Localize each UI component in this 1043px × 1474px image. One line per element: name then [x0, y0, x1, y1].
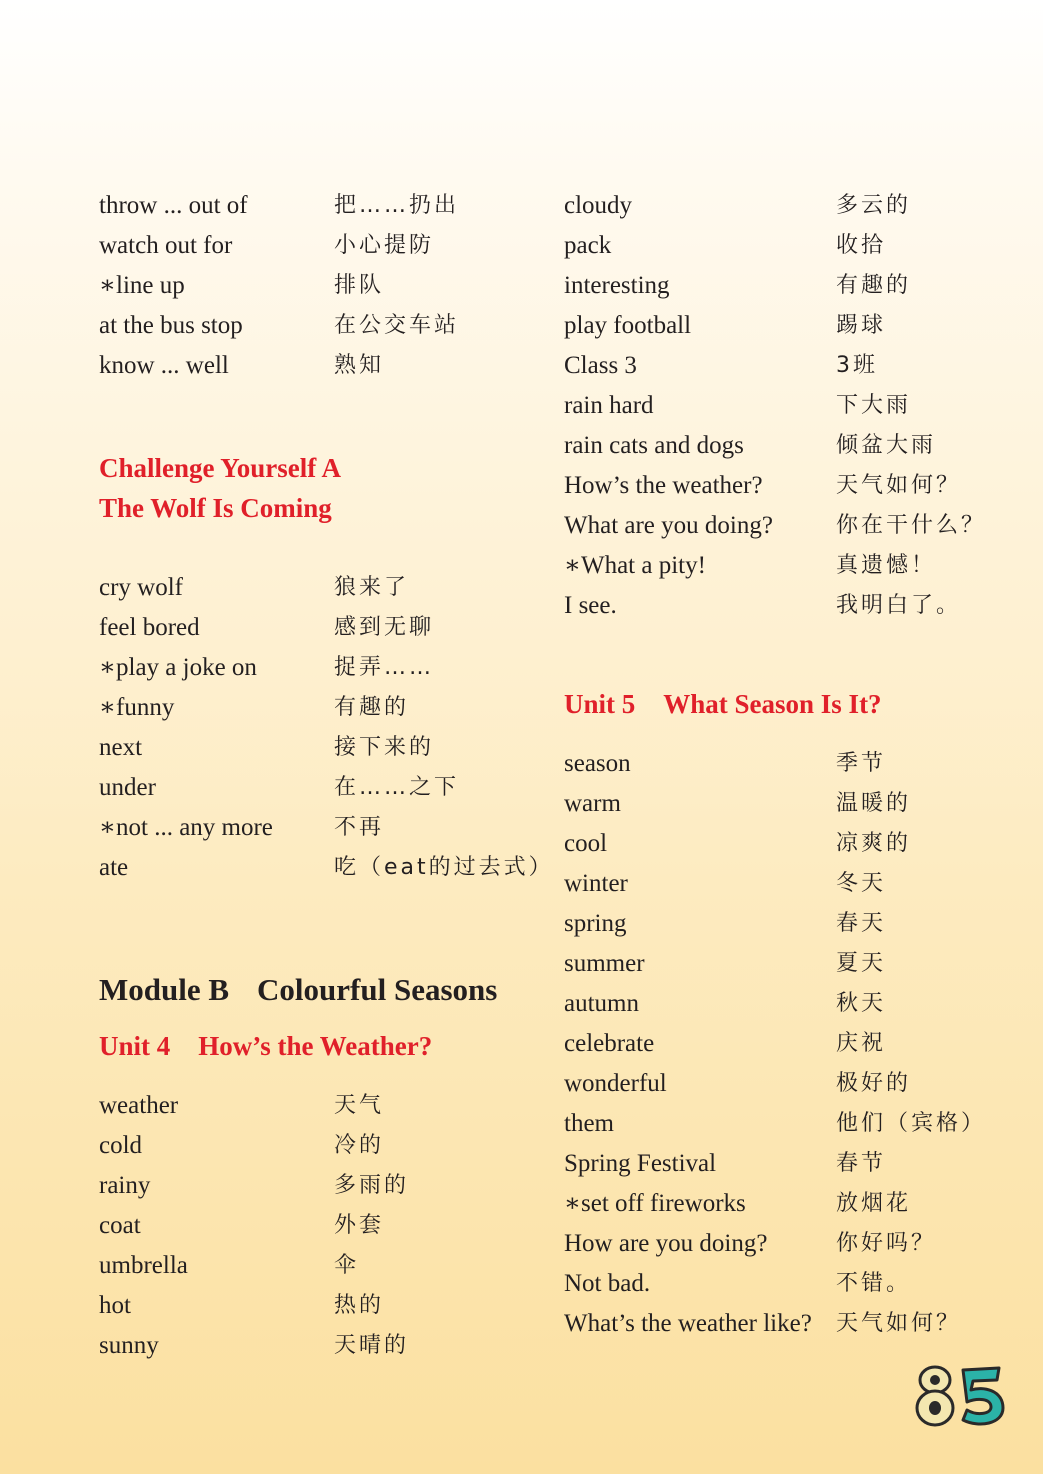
vocab-english: What are you doing? — [564, 512, 773, 539]
page-number-graphic — [911, 1362, 1007, 1428]
vocab-chinese: 有趣的 — [334, 695, 410, 720]
vocab-row — [99, 848, 554, 888]
vocab-row — [564, 186, 1004, 226]
vocab-chinese: 我明白了。 — [836, 593, 962, 618]
digit-5 — [963, 1368, 1003, 1424]
module-title: Colourful Seasons — [257, 972, 498, 1007]
vocab-chinese: 天气 — [334, 1093, 385, 1118]
vocab-chinese: 秋天 — [836, 991, 887, 1016]
vocab-row — [564, 864, 1004, 904]
vocab-english: umbrella — [99, 1252, 188, 1279]
vocab-row — [564, 824, 1004, 864]
vocab-row — [564, 1264, 1004, 1304]
vocab-english: ∗funny — [99, 694, 175, 721]
vocab-row — [564, 386, 1004, 426]
vocab-english: ate — [99, 854, 129, 881]
vocab-chinese: 多雨的 — [334, 1173, 410, 1198]
vocab-row — [564, 784, 1004, 824]
unit4-heading — [99, 1026, 539, 1066]
vocab-row — [99, 266, 539, 306]
vocab-chinese: 吃（eat的过去式） — [334, 855, 554, 880]
vocab-chinese: 天晴的 — [334, 1333, 410, 1358]
vocab-row — [564, 426, 1004, 466]
vocab-chinese: 春天 — [836, 911, 887, 936]
vocab-row — [99, 226, 539, 266]
page-number — [911, 1362, 1007, 1428]
vocab-chinese: 收拾 — [836, 233, 887, 258]
vocab-row — [564, 944, 1004, 984]
vocab-chinese: 倾盆大雨 — [836, 433, 937, 458]
vocab-chinese: 下大雨 — [836, 393, 912, 418]
unit5-label: Unit 5 — [564, 689, 636, 719]
vocab-chinese: 排队 — [334, 273, 385, 298]
vocab-chinese: 3班 — [836, 353, 878, 378]
vocab-english: sunny — [99, 1332, 159, 1359]
vocab-row — [99, 728, 539, 768]
vocab-chinese: 小心提防 — [334, 233, 435, 258]
vocab-english: wonderful — [564, 1070, 667, 1097]
vocab-english: throw ... out of — [99, 192, 248, 219]
vocab-chinese: 你在干什么？ — [836, 513, 987, 538]
vocab-chinese: 极好的 — [836, 1071, 912, 1096]
vocab-chinese: 踢球 — [836, 313, 887, 338]
vocab-chinese: 狼来了 — [334, 575, 410, 600]
vocab-english: cry wolf — [99, 574, 183, 601]
vocab-english: play football — [564, 312, 692, 339]
vocab-english: warm — [564, 790, 621, 817]
vocab-chinese: 真遗憾！ — [836, 553, 937, 578]
vocab-chinese: 把……扔出 — [334, 193, 460, 218]
vocab-row — [564, 1224, 1004, 1264]
vocab-row — [564, 226, 1004, 266]
left-column — [99, 186, 554, 1366]
vocab-row — [99, 1326, 539, 1366]
vocab-chinese: 在公交车站 — [334, 313, 460, 338]
vocab-row — [564, 1184, 1004, 1224]
vocab-english: winter — [564, 870, 628, 897]
vocab-english: ∗not ... any more — [99, 814, 273, 841]
vocab-english: I see. — [564, 592, 617, 619]
vocab-list-left-1 — [99, 186, 539, 386]
vocab-chinese: 你好吗？ — [836, 1231, 937, 1256]
unit5-heading — [564, 684, 1004, 724]
vocab-english: autumn — [564, 990, 639, 1017]
vocab-row — [99, 186, 539, 226]
vocab-list-right-1 — [564, 186, 1004, 626]
vocab-english: summer — [564, 950, 645, 977]
vocab-english: coat — [99, 1212, 141, 1239]
vocab-english: ∗play a joke on — [99, 654, 257, 681]
vocab-list-right-2 — [564, 744, 1004, 1344]
challenge-subheading: The Wolf Is Coming — [99, 493, 332, 523]
vocab-chinese: 外套 — [334, 1213, 385, 1238]
challenge-heading: Challenge Yourself A — [99, 453, 341, 483]
vocab-english: cloudy — [564, 192, 633, 219]
vocab-english: next — [99, 734, 143, 761]
vocab-english: at the bus stop — [99, 312, 243, 339]
vocab-row — [564, 306, 1004, 346]
vocab-row — [99, 648, 539, 688]
vocab-english: hot — [99, 1292, 131, 1319]
unit4-label: Unit 4 — [99, 1031, 171, 1061]
vocab-chinese: 在……之下 — [334, 775, 460, 800]
vocab-row — [564, 586, 1004, 626]
vocab-row — [564, 506, 1004, 546]
vocab-chinese: 熟知 — [334, 353, 385, 378]
vocab-row — [564, 1144, 1004, 1184]
vocab-chinese: 凉爽的 — [836, 831, 912, 856]
vocab-chinese: 放烟花 — [836, 1191, 912, 1216]
vocab-chinese: 热的 — [334, 1293, 385, 1318]
vocab-chinese: 多云的 — [836, 193, 912, 218]
module-heading — [99, 970, 539, 1010]
vocab-row — [564, 546, 1004, 586]
vocab-english: How are you doing? — [564, 1230, 768, 1257]
vocab-row — [564, 984, 1004, 1024]
vocab-english: Spring Festival — [564, 1150, 717, 1177]
vocab-english: watch out for — [99, 232, 233, 259]
vocab-row — [99, 346, 539, 386]
vocab-english: Not bad. — [564, 1270, 651, 1297]
vocab-chinese: 捉弄…… — [334, 655, 435, 680]
digit-8 — [917, 1367, 953, 1425]
vocab-chinese: 季节 — [836, 751, 887, 776]
vocab-chinese: 感到无聊 — [334, 615, 435, 640]
vocab-english: rainy — [99, 1172, 151, 1199]
vocab-english: weather — [99, 1092, 179, 1119]
vocab-english: interesting — [564, 272, 670, 299]
vocab-chinese: 伞 — [334, 1253, 360, 1278]
vocab-row — [99, 1246, 539, 1286]
vocab-row — [99, 808, 539, 848]
vocab-list-left-3 — [99, 1086, 539, 1366]
vocab-row — [99, 1286, 539, 1326]
vocab-row — [564, 466, 1004, 506]
vocab-chinese: 有趣的 — [836, 273, 912, 298]
vocab-row — [99, 1126, 539, 1166]
vocab-english: rain cats and dogs — [564, 432, 744, 459]
vocab-row — [99, 1086, 539, 1126]
vocab-row — [564, 1104, 1004, 1144]
vocab-english: ∗set off fireworks — [564, 1190, 746, 1217]
vocab-english: What’s the weather like? — [564, 1310, 812, 1337]
vocab-chinese: 温暖的 — [836, 791, 912, 816]
vocab-chinese: 夏天 — [836, 951, 887, 976]
vocab-row — [99, 1206, 539, 1246]
vocab-english: pack — [564, 232, 612, 259]
right-column — [564, 186, 1004, 1344]
vocab-row — [564, 266, 1004, 306]
vocab-list-left-2 — [99, 568, 554, 888]
vocab-chinese: 冷的 — [334, 1133, 385, 1158]
vocab-chinese: 天气如何？ — [836, 1311, 962, 1336]
vocab-english: celebrate — [564, 1030, 655, 1057]
vocab-row — [99, 1166, 539, 1206]
vocab-row — [99, 568, 539, 608]
vocab-row — [99, 306, 539, 346]
vocab-english: under — [99, 774, 156, 801]
vocab-english: Class 3 — [564, 352, 637, 379]
vocab-chinese: 庆祝 — [836, 1031, 887, 1056]
vocab-english: cold — [99, 1132, 143, 1159]
vocab-row — [99, 608, 539, 648]
vocab-chinese: 他们（宾格） — [836, 1111, 987, 1136]
vocab-english: feel bored — [99, 614, 200, 641]
vocab-english: know ... well — [99, 352, 229, 379]
vocab-row — [564, 1024, 1004, 1064]
vocab-row — [564, 904, 1004, 944]
vocab-english: them — [564, 1110, 614, 1137]
vocab-row — [99, 688, 539, 728]
vocab-english: rain hard — [564, 392, 654, 419]
vocab-english: ∗line up — [99, 272, 185, 299]
vocab-english: ∗What a pity! — [564, 552, 706, 579]
vocab-english: How’s the weather? — [564, 472, 763, 499]
vocab-english: cool — [564, 830, 608, 857]
vocab-row — [99, 768, 539, 808]
vocab-row — [564, 744, 1004, 784]
vocab-row — [564, 1064, 1004, 1104]
vocab-english: spring — [564, 910, 627, 937]
vocab-chinese: 接下来的 — [334, 735, 435, 760]
vocab-english: season — [564, 750, 631, 777]
unit5-title: What Season Is It? — [663, 689, 882, 719]
vocab-chinese: 不错。 — [836, 1271, 912, 1296]
unit4-title: How’s the Weather? — [198, 1031, 433, 1061]
vocab-chinese: 春节 — [836, 1151, 887, 1176]
vocab-row — [564, 1304, 1004, 1344]
vocab-chinese: 天气如何？ — [836, 473, 962, 498]
vocab-chinese: 不再 — [334, 815, 385, 840]
vocab-row — [564, 346, 1004, 386]
module-label: Module B — [99, 972, 230, 1007]
vocab-chinese: 冬天 — [836, 871, 887, 896]
